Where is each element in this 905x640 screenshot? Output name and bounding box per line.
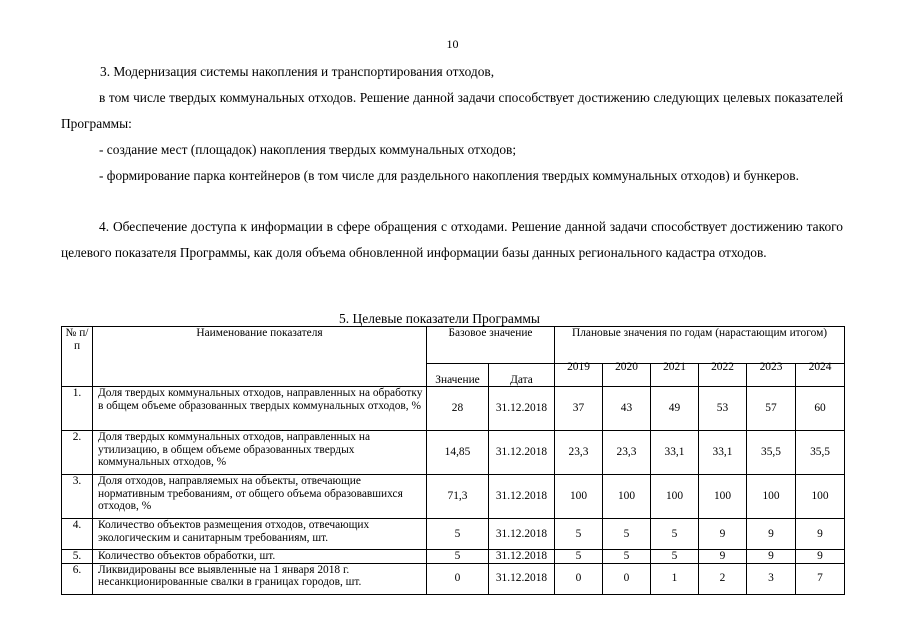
planned-value-cell: 1 (651, 563, 699, 594)
planned-value-cell: 9 (796, 519, 845, 550)
planned-value-cell: 0 (603, 563, 651, 594)
planned-value-cell: 0 (555, 563, 603, 594)
target-indicators-table (61, 326, 845, 595)
planned-value-cell: 5 (555, 519, 603, 550)
base-value-cell: 5 (427, 519, 489, 550)
planned-value-cell: 100 (699, 475, 747, 519)
planned-value-cell: 53 (699, 387, 747, 431)
planned-value-cell: 5 (603, 550, 651, 564)
table-title: 5. Целевые показатели Программы (339, 311, 540, 326)
indicator-name-cell: Доля отходов, направляемых на объекты, отвечающие нормативным требованиям, от общего объема образовавшихся отходов, % (93, 475, 427, 519)
header-year: 2019 (555, 356, 603, 379)
paragraph-bullet-sites: - создание мест (площадок) накопления твердых коммунальных отходов; (99, 142, 517, 157)
indicator-name-cell: Количество объектов размещения отходов, отвечающих экологическим и санитарным требованиям, шт. (93, 519, 427, 550)
planned-value-cell: 35,5 (747, 431, 796, 475)
base-value-cell: 0 (427, 563, 489, 594)
base-value-cell: 71,3 (427, 475, 489, 519)
planned-value-cell: 9 (699, 519, 747, 550)
indicator-name-cell: Доля твердых коммунальных отходов, направленных на обработку в общем объеме образованных твердых коммунальных отходов, % (93, 387, 427, 431)
planned-value-cell: 5 (603, 519, 651, 550)
planned-value-cell: 60 (796, 387, 845, 431)
planned-value-cell: 9 (747, 550, 796, 564)
base-value-cell: 5 (427, 550, 489, 564)
planned-value-cell: 33,1 (651, 431, 699, 475)
planned-value-cell: 23,3 (555, 431, 603, 475)
base-date-cell: 31.12.2018 (489, 519, 555, 550)
table-row (62, 387, 845, 431)
planned-value-cell: 35,5 (796, 431, 845, 475)
planned-value-cell: 9 (796, 550, 845, 564)
row-number-cell: 3. (62, 475, 93, 519)
planned-value-cell: 5 (651, 519, 699, 550)
planned-value-cell: 43 (603, 387, 651, 431)
header-base-value: Значение (427, 364, 489, 387)
planned-value-cell: 100 (796, 475, 845, 519)
header-planned: Плановые значения по годам (нарастающим итогом) (555, 327, 845, 364)
planned-value-cell: 100 (555, 475, 603, 519)
planned-value-cell: 37 (555, 387, 603, 431)
planned-value-cell: 100 (651, 475, 699, 519)
planned-value-cell: 5 (555, 550, 603, 564)
planned-value-cell: 33,1 (699, 431, 747, 475)
header-year: 2021 (651, 356, 699, 379)
planned-value-cell: 2 (699, 563, 747, 594)
table-row (62, 475, 845, 519)
header-year: 2024 (796, 356, 845, 379)
planned-value-cell: 23,3 (603, 431, 651, 475)
header-year: 2020 (603, 356, 651, 379)
indicator-name-cell: Количество объектов обработки, шт. (93, 550, 427, 564)
paragraph-item-3-body: в том числе твердых коммунальных отходов. Решение данной задачи способствует достижению следующих целевых показателей Программы: (61, 90, 843, 131)
planned-value-cell: 3 (747, 563, 796, 594)
header-base-date: Дата (489, 364, 555, 387)
table-row (62, 550, 845, 564)
row-number-cell: 4. (62, 519, 93, 550)
row-number-cell: 6. (62, 563, 93, 594)
planned-value-cell: 9 (747, 519, 796, 550)
base-date-cell: 31.12.2018 (489, 475, 555, 519)
header-num: № п/п (62, 327, 93, 387)
planned-value-cell: 57 (747, 387, 796, 431)
base-date-cell: 31.12.2018 (489, 563, 555, 594)
header-base: Базовое значение (427, 327, 555, 364)
paragraph-item-3-heading: 3. Модернизация системы накопления и транспортирования отходов, (100, 64, 495, 79)
row-number-cell: 2. (62, 431, 93, 475)
base-value-cell: 14,85 (427, 431, 489, 475)
header-name: Наименование показателя (93, 327, 427, 387)
indicator-name-cell: Ликвидированы все выявленные на 1 января 2018 г. несанкционированные свалки в границах городов, шт. (93, 563, 427, 594)
planned-value-cell: 100 (603, 475, 651, 519)
planned-value-cell: 5 (651, 550, 699, 564)
paragraph-item-4: 4. Обеспечение доступа к информации в сфере обращения с отходами. Решение данной задачи способствует достижению такого целевого показателя Программы, как доля объема обновленной информации базы данных регионального кадастра отходов. (61, 219, 843, 260)
table-row (62, 431, 845, 475)
row-number-cell: 1. (62, 387, 93, 431)
base-value-cell: 28 (427, 387, 489, 431)
page-number: 10 (446, 37, 459, 51)
base-date-cell: 31.12.2018 (489, 550, 555, 564)
planned-value-cell: 9 (699, 550, 747, 564)
planned-value-cell: 7 (796, 563, 845, 594)
base-date-cell: 31.12.2018 (489, 431, 555, 475)
table-row (62, 519, 845, 550)
planned-value-cell: 100 (747, 475, 796, 519)
planned-value-cell: 49 (651, 387, 699, 431)
row-number-cell: 5. (62, 550, 93, 564)
paragraph-bullet-containers: - формирование парка контейнеров (в том числе для раздельного накопления твердых коммунальных отходов) и бункеров. (99, 168, 799, 183)
header-year: 2022 (699, 356, 747, 379)
base-date-cell: 31.12.2018 (489, 387, 555, 431)
header-year: 2023 (747, 356, 796, 379)
table-row (62, 563, 845, 594)
indicator-name-cell: Доля твердых коммунальных отходов, направленных на утилизацию, в общем объеме образованных твердых коммунальных отходов, % (93, 431, 427, 475)
